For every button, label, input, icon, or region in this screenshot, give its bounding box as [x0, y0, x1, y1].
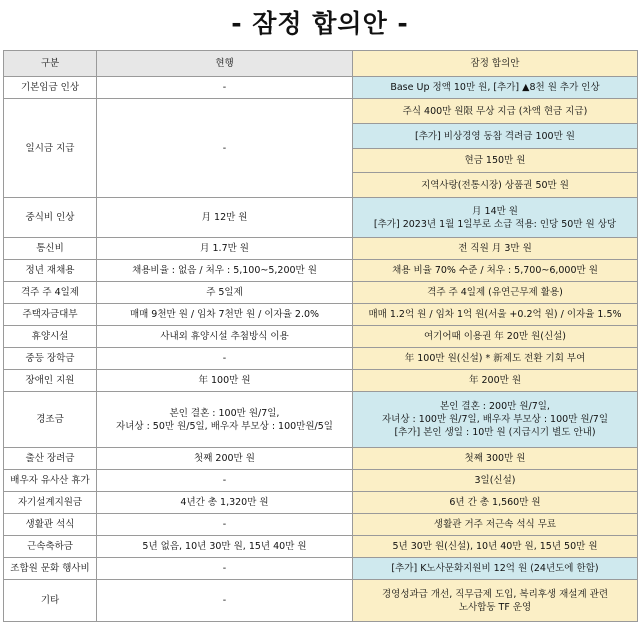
- row-category: 중등 장학금: [4, 348, 97, 370]
- header-current: 현행: [97, 51, 353, 77]
- proposal-line: 본인 결혼 : 200만 원/7일,: [440, 401, 550, 412]
- table-row: [4, 370, 638, 392]
- row-category: 휴양시설: [4, 326, 97, 348]
- table-row: [4, 326, 638, 348]
- proposal-line: [추가] 본인 생일 : 10만 원 (지급시기 별도 안내): [394, 427, 596, 438]
- row-category: 기본임금 인상: [4, 77, 97, 99]
- table-row: [4, 198, 638, 238]
- row-current: -: [97, 470, 353, 492]
- proposal-line: 노사합동 TF 운영: [458, 601, 532, 613]
- row-current: 月 1.7만 원: [97, 238, 353, 260]
- row-proposal: [353, 392, 638, 448]
- row-current: -: [97, 99, 353, 198]
- row-current: 5년 없음, 10년 30만 원, 15년 40만 원: [97, 536, 353, 558]
- row-current: -: [97, 348, 353, 370]
- row-current: 매매 9천만 원 / 임차 7천만 원 / 이자율 2.0%: [97, 304, 353, 326]
- row-category: 중식비 인상: [4, 198, 97, 238]
- row-proposal: 채용 비율 70% 수준 / 처우 : 5,700~6,000만 원: [353, 260, 638, 282]
- row-proposal: 지역사랑(전통시장) 상품권 50만 원: [353, 173, 638, 198]
- proposal-line: 자녀상 : 100만 원/7일, 배우자 부모상 : 100만 원/7일: [382, 414, 608, 425]
- table-row: [4, 492, 638, 514]
- row-current: -: [97, 77, 353, 99]
- table-row: [4, 238, 638, 260]
- current-line: 본인 결혼 : 100만 원/7일,: [169, 407, 280, 419]
- row-proposal: [353, 198, 638, 238]
- row-category: 배우자 유사산 휴가: [4, 470, 97, 492]
- table-row: [4, 282, 638, 304]
- header-proposal: 잠정 합의안: [353, 51, 638, 77]
- table-row: [4, 580, 638, 622]
- table-row: [4, 558, 638, 580]
- row-current: [97, 392, 353, 448]
- row-category: 경조금: [4, 392, 97, 448]
- row-proposal: 年 200만 원: [353, 370, 638, 392]
- row-proposal: 年 100만 원(신설) * 新제도 전환 기회 부여: [353, 348, 638, 370]
- current-line: 자녀상 : 50만 원/5일, 배우자 부모상 : 100만원/5일: [116, 420, 333, 432]
- row-category: 일시금 지급: [4, 99, 97, 198]
- row-current: -: [97, 514, 353, 536]
- row-proposal: 3일(신설): [353, 470, 638, 492]
- table-row: [4, 470, 638, 492]
- row-proposal: 첫째 300만 원: [353, 448, 638, 470]
- row-category: 근속축하금: [4, 536, 97, 558]
- proposal-line: 경영성과급 개선, 직무급제 도입, 복리후생 재설계 관련: [381, 588, 609, 600]
- row-proposal: Base Up 정액 10만 원, [추가] ▲8천 원 추가 인상: [353, 77, 638, 99]
- row-category: 생활관 석식: [4, 514, 97, 536]
- row-proposal: 생활관 거주 저근속 석식 무료: [353, 514, 638, 536]
- row-proposal: [353, 580, 638, 622]
- table-row: [4, 304, 638, 326]
- row-current: 月 12만 원: [97, 198, 353, 238]
- row-category: 통신비: [4, 238, 97, 260]
- agreement-table: [3, 50, 638, 622]
- row-proposal: 6년 간 총 1,560만 원: [353, 492, 638, 514]
- row-category: 주택자금대부: [4, 304, 97, 326]
- row-proposal: [추가] 비상경영 동참 격려금 100만 원: [353, 124, 638, 149]
- row-category: 정년 재채용: [4, 260, 97, 282]
- row-proposal: 여기어때 이용권 年 20만 원(신설): [353, 326, 638, 348]
- table-row: [4, 536, 638, 558]
- row-proposal: 전 직원 月 3만 원: [353, 238, 638, 260]
- table-row: [4, 514, 638, 536]
- row-proposal: 격주 주 4일제 (유연근무제 활용): [353, 282, 638, 304]
- row-current: -: [97, 558, 353, 580]
- proposal-line: [추가] 2023년 1월 1일부로 소급 적용: 인당 50만 원 상당: [373, 218, 617, 230]
- table-row: [4, 348, 638, 370]
- row-current: 4년간 총 1,320만 원: [97, 492, 353, 514]
- row-current: -: [97, 580, 353, 622]
- row-current: 사내외 휴양시설 추첨방식 이용: [97, 326, 353, 348]
- row-proposal: 주식 400만 원限 무상 지급 (차액 현금 지급): [353, 99, 638, 124]
- table-row: [4, 260, 638, 282]
- row-category: 격주 주 4일제: [4, 282, 97, 304]
- row-current: 첫째 200만 원: [97, 448, 353, 470]
- row-current: 주 5일제: [97, 282, 353, 304]
- row-category: 자기설계지원금: [4, 492, 97, 514]
- row-proposal: [추가] K노사문화지원비 12억 원 (24년도에 한함): [353, 558, 638, 580]
- table-row: [4, 392, 638, 448]
- header-category: 구분: [4, 51, 97, 77]
- row-category: 조합원 문화 행사비: [4, 558, 97, 580]
- row-current: 年 100만 원: [97, 370, 353, 392]
- row-proposal: 매매 1.2억 원 / 임차 1억 원(서울 +0.2억 원) / 이자율 1.5%: [353, 304, 638, 326]
- row-proposal: 현금 150만 원: [353, 149, 638, 173]
- table-row: [4, 77, 638, 99]
- row-category: 장애인 지원: [4, 370, 97, 392]
- row-current: 채용비율 : 없음 / 처우 : 5,100~5,200만 원: [97, 260, 353, 282]
- table-row: [4, 448, 638, 470]
- table-header-row: [4, 51, 638, 77]
- proposal-line: 月 14만 원: [472, 205, 518, 217]
- row-category: 기타: [4, 580, 97, 622]
- table-row: [4, 99, 638, 124]
- page-title: - 잠정 합의안 -: [231, 9, 409, 38]
- row-category: 출산 장려금: [4, 448, 97, 470]
- row-proposal: 5년 30만 원(신설), 10년 40만 원, 15년 50만 원: [353, 536, 638, 558]
